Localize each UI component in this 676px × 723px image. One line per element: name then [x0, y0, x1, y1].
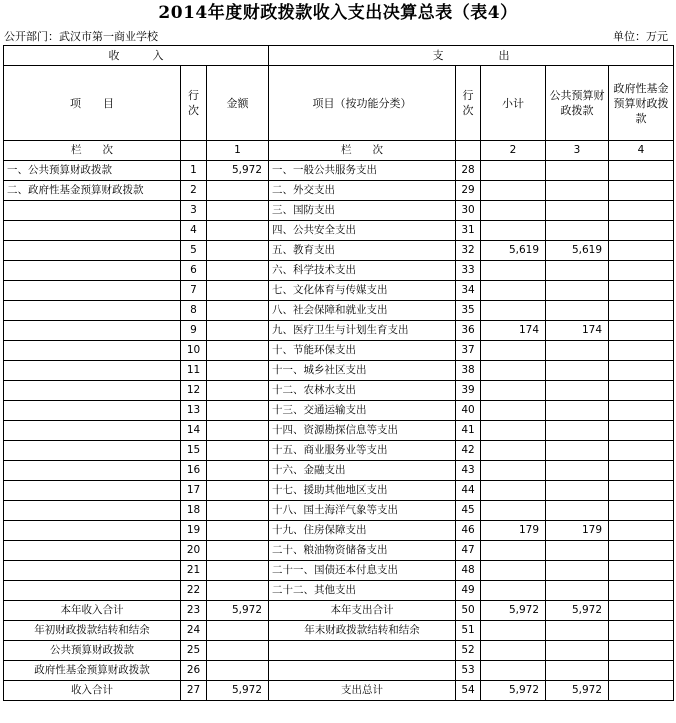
expenditure-row-no-cell: 35: [456, 301, 481, 321]
income-amount-cell: [207, 661, 269, 681]
income-row-no-cell: 22: [181, 581, 207, 601]
income-item-cell: 公共预算财政拨款: [4, 641, 181, 661]
table-row: [4, 181, 674, 201]
table-row: [4, 621, 674, 641]
public-budget-cell: [546, 561, 609, 581]
column-header-row: [4, 66, 674, 141]
gov-fund-cell: [609, 361, 674, 381]
expenditure-item-cell: 十二、农林水支出: [269, 381, 456, 401]
income-amount-cell: [207, 221, 269, 241]
income-item-cell: [4, 241, 181, 261]
table-row: [4, 201, 674, 221]
income-item-cell: [4, 521, 181, 541]
expenditure-item-cell: 十七、援助其他地区支出: [269, 481, 456, 501]
expenditure-row-no-cell: 54: [456, 681, 481, 701]
gov-fund-cell: [609, 621, 674, 641]
public-budget-cell: [546, 401, 609, 421]
income-item-cell: 政府性基金预算财政拨款: [4, 661, 181, 681]
gov-fund-cell: [609, 661, 674, 681]
expenditure-row-no-cell: 32: [456, 241, 481, 261]
expenditure-section-header: 支 出: [269, 46, 674, 66]
table-row: [4, 401, 674, 421]
income-item-cell: 收入合计: [4, 681, 181, 701]
income-row-no-cell: 7: [181, 281, 207, 301]
income-row-no-cell: 6: [181, 261, 207, 281]
income-amount-cell: [207, 621, 269, 641]
public-budget-cell: [546, 301, 609, 321]
expenditure-item-cell: 二十、粮油物资储备支出: [269, 541, 456, 561]
income-amount-cell: [207, 381, 269, 401]
subtotal-cell: [481, 581, 546, 601]
public-budget-cell: [546, 501, 609, 521]
subtotal-cell: 5,619: [481, 241, 546, 261]
report-title: 2014年度财政拨款收入支出决算总表（表4）: [158, 3, 518, 23]
gov-fund-cell: [609, 241, 674, 261]
income-item-cell: [4, 421, 181, 441]
income-amount-cell: [207, 201, 269, 221]
public-budget-cell: 5,619: [546, 241, 609, 261]
section-header-row: [4, 46, 674, 66]
income-amount-cell: [207, 541, 269, 561]
income-amount-cell: 5,972: [207, 681, 269, 701]
expenditure-row-no-cell: 45: [456, 501, 481, 521]
income-amount-cell: [207, 261, 269, 281]
expenditure-item-cell: 支出总计: [269, 681, 456, 701]
public-budget-cell: [546, 481, 609, 501]
column-index-row: [4, 141, 674, 161]
row-no-header: 行次: [181, 66, 207, 141]
gov-fund-cell: [609, 461, 674, 481]
gov-fund-cell: [609, 681, 674, 701]
public-budget-cell: [546, 161, 609, 181]
gov-fund-cell: [609, 421, 674, 441]
income-amount-cell: [207, 321, 269, 341]
expenditure-row-no-cell: 40: [456, 401, 481, 421]
expenditure-row-no-cell: 52: [456, 641, 481, 661]
public-budget-cell: [546, 361, 609, 381]
income-row-no-cell: 8: [181, 301, 207, 321]
income-item-cell: [4, 301, 181, 321]
expenditure-row-no-cell: 42: [456, 441, 481, 461]
index-fund: 4: [609, 141, 674, 161]
expenditure-row-no-cell: 50: [456, 601, 481, 621]
expenditure-item-cell: [269, 641, 456, 661]
expenditure-item-cell: 年末财政拨款结转和结余: [269, 621, 456, 641]
table-row: [4, 161, 674, 181]
gov-fund-cell: [609, 521, 674, 541]
expenditure-row-no-cell: 29: [456, 181, 481, 201]
table-row: [4, 641, 674, 661]
subtotal-cell: 5,972: [481, 601, 546, 621]
income-amount-cell: [207, 401, 269, 421]
expenditure-item-cell: 九、医疗卫生与计划生育支出: [269, 321, 456, 341]
public-budget-cell: [546, 341, 609, 361]
expenditure-row-no-cell: 34: [456, 281, 481, 301]
gov-fund-cell: [609, 181, 674, 201]
income-row-no-cell: 3: [181, 201, 207, 221]
public-budget-cell: [546, 221, 609, 241]
gov-fund-cell: [609, 301, 674, 321]
subtotal-cell: [481, 261, 546, 281]
expenditure-item-cell: 二十二、其他支出: [269, 581, 456, 601]
income-row-no-cell: 15: [181, 441, 207, 461]
income-item-cell: [4, 281, 181, 301]
expenditure-item-cell: 十六、金融支出: [269, 461, 456, 481]
subtotal-cell: [481, 421, 546, 441]
expenditure-item-cell: 四、公共安全支出: [269, 221, 456, 241]
public-budget-cell: [546, 261, 609, 281]
expenditure-row-no-cell: 28: [456, 161, 481, 181]
expenditure-row-no-cell: 49: [456, 581, 481, 601]
income-amount-cell: [207, 361, 269, 381]
expenditure-item-cell: 五、教育支出: [269, 241, 456, 261]
gov-fund-cell: [609, 261, 674, 281]
public-budget-cell: [546, 381, 609, 401]
department-label: 公开部门：武汉市第一商业学校: [4, 30, 158, 43]
expenditure-item-cell: 十、节能环保支出: [269, 341, 456, 361]
income-item-cell: [4, 501, 181, 521]
gov-fund-cell: [609, 481, 674, 501]
public-budget-cell: [546, 621, 609, 641]
public-budget-cell: 5,972: [546, 681, 609, 701]
public-budget-cell: 174: [546, 321, 609, 341]
index-public: 3: [546, 141, 609, 161]
expenditure-row-no-cell: 43: [456, 461, 481, 481]
income-amount-cell: [207, 341, 269, 361]
expenditure-item-cell: 本年支出合计: [269, 601, 456, 621]
income-row-no-cell: 11: [181, 361, 207, 381]
table-row: [4, 421, 674, 441]
index-subtotal: 2: [481, 141, 546, 161]
unit-label: 单位：万元: [613, 30, 668, 43]
expenditure-item-cell: 十九、住房保障支出: [269, 521, 456, 541]
function-item-header: 项目（按功能分类）: [269, 66, 456, 141]
expenditure-item-cell: 一、一般公共服务支出: [269, 161, 456, 181]
income-amount-cell: [207, 281, 269, 301]
gov-fund-cell: [609, 281, 674, 301]
income-amount-cell: [207, 641, 269, 661]
public-budget-header: 公共预算财政拨款: [546, 66, 609, 141]
expenditure-row-no-cell: 47: [456, 541, 481, 561]
subtotal-cell: [481, 561, 546, 581]
subtotal-cell: [481, 461, 546, 481]
public-budget-cell: 179: [546, 521, 609, 541]
index-blank: [181, 141, 207, 161]
income-item-cell: 本年收入合计: [4, 601, 181, 621]
income-row-no-cell: 10: [181, 341, 207, 361]
subtotal-cell: [481, 441, 546, 461]
gov-fund-cell: [609, 321, 674, 341]
subtotal-cell: [481, 621, 546, 641]
income-row-no-cell: 16: [181, 461, 207, 481]
table-row: [4, 361, 674, 381]
income-item-cell: [4, 461, 181, 481]
expenditure-item-cell: 十三、交通运输支出: [269, 401, 456, 421]
income-amount-cell: 5,972: [207, 161, 269, 181]
gov-fund-cell: [609, 641, 674, 661]
expenditure-row-no-cell: 44: [456, 481, 481, 501]
gov-fund-cell: [609, 561, 674, 581]
expenditure-item-cell: 十一、城乡社区支出: [269, 361, 456, 381]
subtotal-cell: [481, 541, 546, 561]
income-row-no-cell: 23: [181, 601, 207, 621]
table-row: [4, 341, 674, 361]
income-row-no-cell: 5: [181, 241, 207, 261]
income-item-cell: [4, 401, 181, 421]
expenditure-row-no-cell: 36: [456, 321, 481, 341]
gov-fund-cell: [609, 501, 674, 521]
public-budget-cell: [546, 421, 609, 441]
expenditure-row-no-cell: 41: [456, 421, 481, 441]
income-section-header: 收 入: [4, 46, 269, 66]
public-budget-cell: 5,972: [546, 601, 609, 621]
income-row-no-cell: 18: [181, 501, 207, 521]
subtotal-cell: [481, 641, 546, 661]
income-item-cell: [4, 481, 181, 501]
public-budget-cell: [546, 281, 609, 301]
expenditure-item-cell: 二、外交支出: [269, 181, 456, 201]
public-budget-cell: [546, 441, 609, 461]
subtotal-cell: [481, 661, 546, 681]
income-row-no-cell: 12: [181, 381, 207, 401]
table-row: [4, 281, 674, 301]
row-no-header-2: 行次: [456, 66, 481, 141]
income-amount-cell: [207, 521, 269, 541]
expenditure-row-no-cell: 48: [456, 561, 481, 581]
table-row: [4, 241, 674, 261]
subtotal-cell: [481, 281, 546, 301]
gov-fund-cell: [609, 541, 674, 561]
gov-fund-cell: [609, 221, 674, 241]
index-label-expenditure: 栏 次: [269, 141, 456, 161]
income-row-no-cell: 17: [181, 481, 207, 501]
income-item-cell: [4, 541, 181, 561]
income-item-cell: [4, 221, 181, 241]
expenditure-row-no-cell: 31: [456, 221, 481, 241]
item-header: 项 目: [4, 66, 181, 141]
income-row-no-cell: 2: [181, 181, 207, 201]
gov-fund-cell: [609, 581, 674, 601]
gov-fund-cell: [609, 601, 674, 621]
income-row-no-cell: 9: [181, 321, 207, 341]
expenditure-row-no-cell: 38: [456, 361, 481, 381]
income-row-no-cell: 27: [181, 681, 207, 701]
income-item-cell: [4, 381, 181, 401]
gov-fund-cell: [609, 441, 674, 461]
subtotal-cell: [481, 301, 546, 321]
table-row: [4, 581, 674, 601]
expenditure-row-no-cell: 51: [456, 621, 481, 641]
subtotal-cell: [481, 481, 546, 501]
income-row-no-cell: 21: [181, 561, 207, 581]
table-row: [4, 601, 674, 621]
income-row-no-cell: 25: [181, 641, 207, 661]
expenditure-row-no-cell: 33: [456, 261, 481, 281]
subtotal-cell: [481, 201, 546, 221]
income-amount-cell: [207, 501, 269, 521]
income-item-cell: [4, 441, 181, 461]
public-budget-cell: [546, 541, 609, 561]
expenditure-item-cell: 二十一、国债还本付息支出: [269, 561, 456, 581]
income-amount-cell: 5,972: [207, 601, 269, 621]
expenditure-item-cell: [269, 661, 456, 681]
income-item-cell: 二、政府性基金预算财政拨款: [4, 181, 181, 201]
expenditure-item-cell: 十四、资源勘探信息等支出: [269, 421, 456, 441]
expenditure-item-cell: 十八、国土海洋气象等支出: [269, 501, 456, 521]
expenditure-item-cell: 三、国防支出: [269, 201, 456, 221]
table-row: [4, 261, 674, 281]
expenditure-row-no-cell: 30: [456, 201, 481, 221]
table-row: [4, 681, 674, 701]
gov-fund-cell: [609, 381, 674, 401]
gov-fund-cell: [609, 161, 674, 181]
expenditure-item-cell: 七、文化体育与传媒支出: [269, 281, 456, 301]
income-amount-cell: [207, 481, 269, 501]
public-budget-cell: [546, 661, 609, 681]
table-row: [4, 221, 674, 241]
income-row-no-cell: 24: [181, 621, 207, 641]
amount-header: 金额: [207, 66, 269, 141]
income-item-cell: 年初财政拨款结转和结余: [4, 621, 181, 641]
expenditure-row-no-cell: 39: [456, 381, 481, 401]
subtotal-header: 小计: [481, 66, 546, 141]
table-row: [4, 501, 674, 521]
income-item-cell: [4, 201, 181, 221]
table-row: [4, 521, 674, 541]
income-amount-cell: [207, 241, 269, 261]
income-amount-cell: [207, 301, 269, 321]
finance-table: [3, 45, 674, 701]
income-amount-cell: [207, 561, 269, 581]
income-row-no-cell: 20: [181, 541, 207, 561]
income-row-no-cell: 19: [181, 521, 207, 541]
table-row: [4, 481, 674, 501]
income-item-cell: [4, 321, 181, 341]
table-row: [4, 441, 674, 461]
expenditure-row-no-cell: 53: [456, 661, 481, 681]
income-item-cell: [4, 341, 181, 361]
gov-fund-cell: [609, 341, 674, 361]
subtotal-cell: [481, 381, 546, 401]
index-blank-2: [456, 141, 481, 161]
gov-fund-cell: [609, 201, 674, 221]
index-label-income: 栏 次: [4, 141, 181, 161]
public-budget-cell: [546, 641, 609, 661]
table-row: [4, 461, 674, 481]
income-amount-cell: [207, 461, 269, 481]
subtotal-cell: 5,972: [481, 681, 546, 701]
table-row: [4, 541, 674, 561]
table-row: [4, 321, 674, 341]
income-row-no-cell: 14: [181, 421, 207, 441]
subtotal-cell: [481, 161, 546, 181]
income-item-cell: [4, 261, 181, 281]
income-row-no-cell: 26: [181, 661, 207, 681]
public-budget-cell: [546, 201, 609, 221]
table-row: [4, 661, 674, 681]
table-row: [4, 381, 674, 401]
index-amount: 1: [207, 141, 269, 161]
income-item-cell: 一、公共预算财政拨款: [4, 161, 181, 181]
subtotal-cell: 179: [481, 521, 546, 541]
public-budget-cell: [546, 581, 609, 601]
income-amount-cell: [207, 181, 269, 201]
income-row-no-cell: 1: [181, 161, 207, 181]
subtotal-cell: [481, 361, 546, 381]
subtotal-cell: 174: [481, 321, 546, 341]
income-item-cell: [4, 561, 181, 581]
expenditure-row-no-cell: 37: [456, 341, 481, 361]
income-amount-cell: [207, 581, 269, 601]
subtotal-cell: [481, 501, 546, 521]
subtotal-cell: [481, 341, 546, 361]
income-item-cell: [4, 361, 181, 381]
expenditure-item-cell: 八、社会保障和就业支出: [269, 301, 456, 321]
subtotal-cell: [481, 401, 546, 421]
income-amount-cell: [207, 421, 269, 441]
public-budget-cell: [546, 461, 609, 481]
subtotal-cell: [481, 181, 546, 201]
expenditure-item-cell: 六、科学技术支出: [269, 261, 456, 281]
income-row-no-cell: 4: [181, 221, 207, 241]
expenditure-item-cell: 十五、商业服务业等支出: [269, 441, 456, 461]
income-amount-cell: [207, 441, 269, 461]
subtotal-cell: [481, 221, 546, 241]
income-item-cell: [4, 581, 181, 601]
income-row-no-cell: 13: [181, 401, 207, 421]
table-row: [4, 301, 674, 321]
gov-fund-cell: [609, 401, 674, 421]
public-budget-cell: [546, 181, 609, 201]
gov-fund-header: 政府性基金预算财政拨款: [609, 66, 674, 141]
expenditure-row-no-cell: 46: [456, 521, 481, 541]
table-row: [4, 561, 674, 581]
